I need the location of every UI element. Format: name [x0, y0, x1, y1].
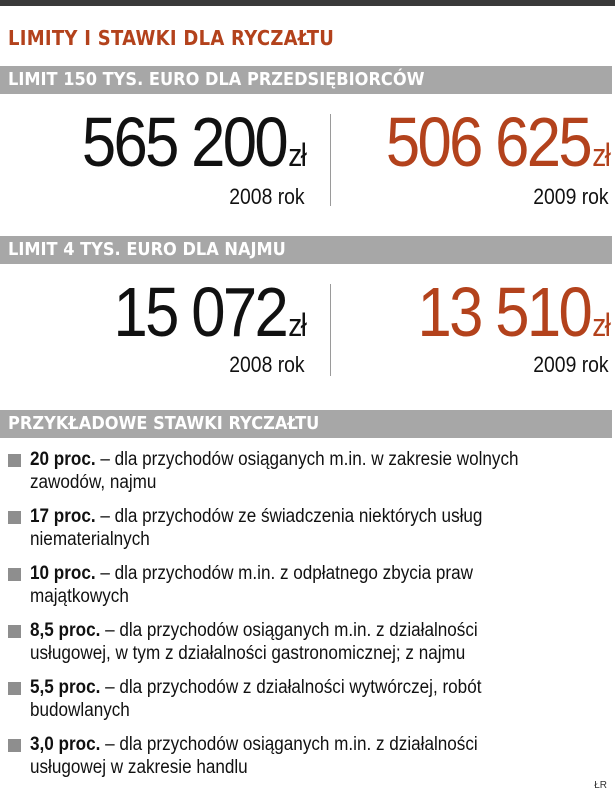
stat-unit: zł: [592, 307, 609, 343]
list-item-text: [30, 448, 606, 494]
list-item: [8, 448, 608, 505]
rate-description: – dla przychodów osiąganych m.in. z działalności: [100, 734, 478, 755]
section-header-text: LIMIT 150 TYS. EURO DLA PRZEDSIĘBIORCÓW: [8, 69, 425, 90]
rate-value: 10 proc.: [30, 563, 96, 584]
stat-2008-rental: [90, 272, 305, 352]
stat-unit: zł: [288, 137, 305, 173]
list-item: [8, 562, 608, 619]
stat-year-2008-entrepreneurs: 2008 rok: [229, 184, 305, 209]
rate-description-cont: majątkowych: [30, 586, 129, 607]
rate-description: – dla przychodów z działalności wytwórczej, robót: [100, 677, 482, 698]
list-item-text: [30, 733, 606, 779]
rate-description-cont: usługowej, w tym z działalności gastronomicznej; z najmu: [30, 643, 466, 664]
stat-value: 506 625: [385, 103, 590, 181]
rate-value: 5,5 proc.: [30, 677, 101, 698]
main-title: LIMITY I STAWKI DLA RYCZAŁTU: [8, 26, 335, 50]
rate-description-cont: usługowej w zakresie handlu: [30, 757, 248, 778]
rate-value: 3,0 proc.: [30, 734, 101, 755]
section-header-text: PRZYKŁADOWE STAWKI RYCZAŁTU: [8, 413, 320, 434]
bullet-square-icon: [8, 625, 21, 638]
list-item: [8, 676, 608, 733]
stat-year-2009-rental: 2009 rok: [533, 352, 609, 377]
section-header-entrepreneurs: [0, 66, 612, 94]
stat-value: 565 200: [81, 103, 286, 181]
rate-value: 8,5 proc.: [30, 620, 101, 641]
section-header-rates: [0, 410, 612, 438]
stat-value: 15 072: [113, 273, 286, 351]
rate-description-cont: niematerialnych: [30, 529, 150, 550]
author-credit: ŁR: [594, 780, 607, 791]
stat-divider: [330, 284, 331, 376]
top-rule: [0, 0, 615, 6]
rate-value: 17 proc.: [30, 506, 96, 527]
section-header-rental: [0, 236, 612, 264]
bullet-square-icon: [8, 682, 21, 695]
stat-year-2009-entrepreneurs: 2009 rok: [533, 184, 609, 209]
rate-description: – dla przychodów m.in. z odpłatnego zbycia praw: [95, 563, 473, 584]
bullet-square-icon: [8, 568, 21, 581]
list-item-text: [30, 505, 606, 551]
bullet-square-icon: [8, 454, 21, 467]
section-header-text: LIMIT 4 TYS. EURO DLA NAJMU: [8, 239, 286, 260]
rate-description-cont: zawodów, najmu: [30, 472, 157, 493]
list-item: [8, 733, 608, 790]
stat-2009-rental: [394, 272, 609, 352]
rate-description: – dla przychodów ze świadczenia niektórych usług: [95, 506, 483, 527]
rate-value: 20 proc.: [30, 449, 96, 470]
rate-description-cont: budowlanych: [30, 700, 130, 721]
bullet-square-icon: [8, 739, 21, 752]
list-item-text: [30, 619, 606, 665]
bullet-square-icon: [8, 511, 21, 524]
list-item-text: [30, 562, 606, 608]
stat-divider: [330, 114, 331, 206]
stat-unit: zł: [288, 307, 305, 343]
stat-2008-entrepreneurs: [54, 102, 305, 182]
stat-unit: zł: [592, 137, 609, 173]
rate-description: – dla przychodów osiąganych m.in. z działalności: [100, 620, 478, 641]
rate-description: – dla przychodów osiąganych m.in. w zakresie wolnych: [95, 449, 519, 470]
stat-value: 13 510: [417, 273, 590, 351]
list-item: [8, 619, 608, 676]
list-item: [8, 505, 608, 562]
rates-list: [8, 448, 608, 790]
stat-2009-entrepreneurs: [358, 102, 609, 182]
list-item-text: [30, 676, 606, 722]
stat-year-2008-rental: 2008 rok: [229, 352, 305, 377]
